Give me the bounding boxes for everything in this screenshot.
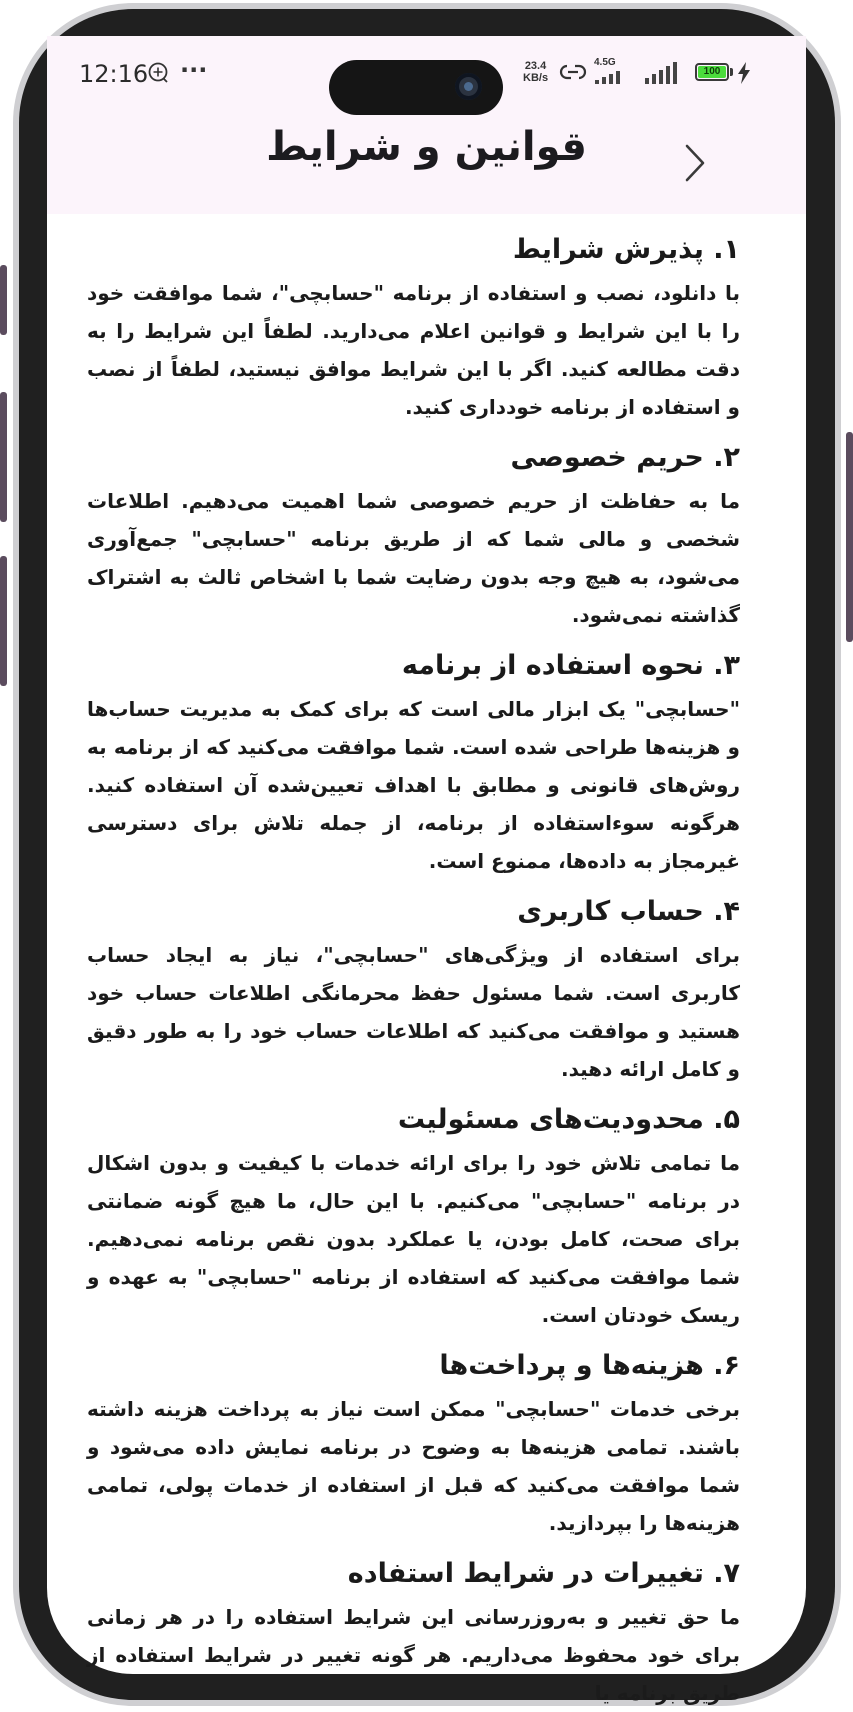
section-body: "حسابچی" یک ابزار مالی است که برای کمک به مدیریت حساب‌ها و هزینه‌ها طراحی شده است. شما موافقت می‌کنید که از برنامه به روش‌های قانونی و مطابق با اهداف تعیین‌شده آن استفاده کنید. هرگونه سوءاستفاده از برنامه، از جمله تلاش برای دسترسی غیرمجاز به داده‌ها، ممنوع است. [87,697,740,873]
network-speed [523,60,548,84]
power-button [846,432,853,642]
back-button[interactable] [675,138,715,188]
action-button [0,265,7,335]
section-liability [87,1104,740,1334]
section-body: ما تمامی تلاش خود را برای ارائه خدمات با کیفیت و بدون اشکال در برنامه "حسابچی" می‌کنیم. با این حال، ما هیچ گونه ضمانتی برای صحت، کامل بودن، یا عملکرد بدون نقص برنامه نمی‌دهیم. شما موافقت می‌کنید که استفاده از برنامه "حسابچی" به عهده و ریسک خودتان است. [87,1151,740,1327]
section-body: برخی خدمات "حسابچی" ممکن است نیاز به پرداخت هزینه داشته باشند. تمامی هزینه‌ها به وضوح در برنامه نمایش داده می‌شود و شما موافقت می‌کنید که قبل از استفاده از خدمات پولی، تمامی هزینه‌ها را بپردازید. [87,1397,740,1535]
charging-icon [737,62,751,84]
section-title: ۷. تغییرات در شرایط استفاده [347,1558,740,1589]
section-body: با دانلود، نصب و استفاده از برنامه "حسابچی"، شما موافقت خود را با این شرایط و قوانین اعلام می‌دارید. لطفاً این شرایط را به دقت مطالعه کنید. اگر با این شرایط موافق نیستید، لطفاً از نصب و استفاده از برنامه خودداری کنید. [87,281,740,419]
battery-tip [730,68,733,76]
section-body: برای استفاده از ویژگی‌های "حسابچی"، نیاز به ایجاد حساب کاربری است. شما مسئول حفظ محرمانگی اطلاعات حساب خود هستید و موافقت می‌کنید که اطلاعات حساب خود را به طور دقیق و کامل ارائه دهید. [87,943,740,1081]
battery-icon [695,63,729,81]
network-speed-value: 23.4 [524,60,547,72]
page-title: قوانین و شرایط [266,124,587,170]
section-title: ۵. محدودیت‌های مسئولیت [397,1104,740,1135]
section-privacy [87,442,740,634]
hotspot-icon [558,62,588,82]
section-body: ما به حفاظت از حریم خصوصی شما اهمیت می‌دهیم. اطلاعات شخصی و مالی شما که از طریق برنامه "حسابچی" جمع‌آوری می‌شود، به هیچ وجه بدون رضایت شما با اشخاص ثالث به اشتراک گذاشته نمی‌شود. [87,489,740,627]
section-usage [87,650,740,880]
screen [47,36,806,1705]
section-account [87,896,740,1088]
volume-up-button [0,392,7,522]
terms-content [87,214,740,1712]
section-title: ۱. پذیرش شرایط [512,234,740,265]
dynamic-island [329,60,503,115]
status-bar [47,36,806,114]
camera-icon [455,73,482,100]
section-title: ۶. هزینه‌ها و پرداخت‌ها [439,1350,740,1381]
notification-icon [147,61,171,85]
section-title: ۳. نحوه استفاده از برنامه [401,650,740,681]
volume-down-button [0,556,7,686]
section-changes [87,1558,740,1712]
section-payments [87,1350,740,1542]
network-type: 4.5G [594,57,616,68]
signal-strength-icon [595,70,627,84]
section-body: ما حق تغییر و به‌روزرسانی این شرایط استفاده را در هر زمانی برای خود محفوظ می‌داریم. هر گونه تغییر در شرایط استفاده از طریق برنامه یا [87,1605,740,1705]
status-time: 12:16 [79,60,149,88]
section-title: ۴. حساب کاربری [517,896,740,927]
section-title: ۲. حریم خصوصی [510,442,740,473]
app-bar [47,36,806,214]
chevron-right-icon [684,143,706,183]
more-icon: ··· [180,56,208,84]
network-speed-unit: KB/s [523,72,549,84]
section-acceptance [87,234,740,426]
battery-level: 100 [698,66,726,78]
signal-strength-icon-2 [645,62,685,84]
